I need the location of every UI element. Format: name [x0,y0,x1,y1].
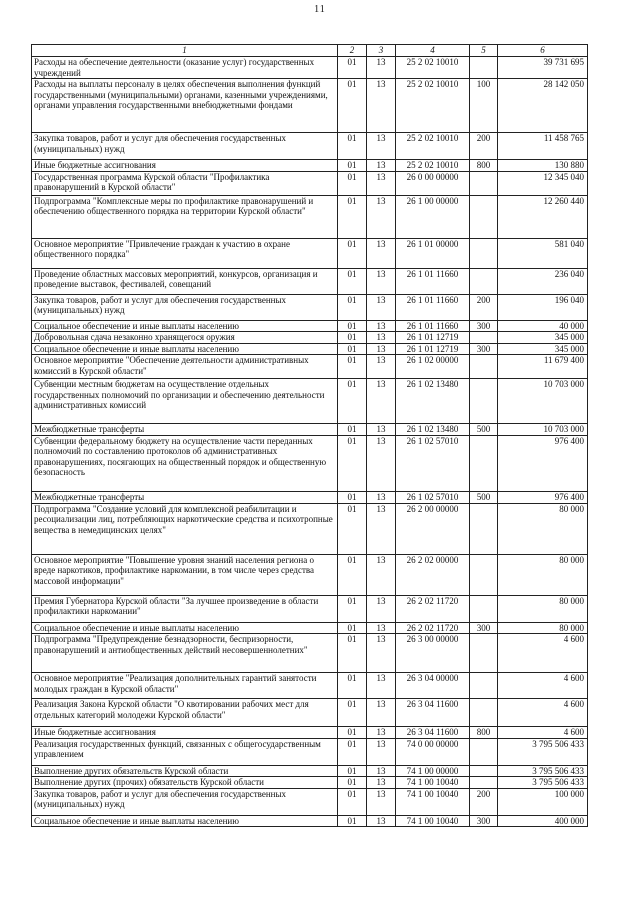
row-name-cell: Закупка товаров, работ и услуг для обеспечения государственных (муниципальных) нужд [32,788,338,815]
row-expense-type-cell: 800 [470,727,498,739]
row-expense-type-cell [470,435,498,491]
row-target-article-cell: 26 1 02 13480 [396,424,470,436]
row-subsection-cell: 13 [367,171,396,195]
row-section-cell: 01 [338,435,367,491]
row-amount-cell: 976 400 [498,435,588,491]
row-target-article-cell: 74 1 00 10040 [396,815,470,827]
row-section-cell: 01 [338,133,367,160]
table-row [32,320,588,332]
table-row [32,503,588,554]
row-subsection-cell: 13 [367,79,396,133]
header-col-2: 2 [338,45,367,57]
row-subsection-cell: 13 [367,343,396,355]
row-section-cell: 01 [338,491,367,503]
row-expense-type-cell [470,738,498,765]
row-subsection-cell: 13 [367,491,396,503]
row-name-cell: Основное мероприятие "Реализация дополнительных гарантий занятости молодых граждан в Курской области" [32,673,338,699]
row-expense-type-cell [470,554,498,595]
row-amount-cell: 3 795 506 433 [498,738,588,765]
table-row [32,777,588,789]
row-subsection-cell: 13 [367,133,396,160]
row-expense-type-cell [470,238,498,268]
row-subsection-cell: 13 [367,268,396,294]
row-target-article-cell: 26 3 04 11600 [396,727,470,739]
row-section-cell: 01 [338,673,367,699]
row-amount-cell: 11 458 765 [498,133,588,160]
row-subsection-cell: 13 [367,503,396,554]
row-expense-type-cell [470,379,498,424]
table-row [32,765,588,777]
row-subsection-cell: 13 [367,355,396,379]
row-amount-cell: 10 703 000 [498,379,588,424]
header-col-4: 4 [396,45,470,57]
row-expense-type-cell: 800 [470,160,498,172]
row-name-cell: Межбюджетные трансферты [32,491,338,503]
row-target-article-cell: 74 1 00 10040 [396,788,470,815]
row-amount-cell: 976 400 [498,491,588,503]
row-target-article-cell: 74 0 00 00000 [396,738,470,765]
row-name-cell: Основное мероприятие "Обеспечение деятельности административных комиссий в Курской области" [32,355,338,379]
row-subsection-cell: 13 [367,332,396,344]
row-subsection-cell: 13 [367,595,396,622]
row-section-cell: 01 [338,160,367,172]
row-amount-cell: 3 795 506 433 [498,765,588,777]
row-section-cell: 01 [338,343,367,355]
row-target-article-cell: 26 1 02 57010 [396,491,470,503]
row-expense-type-cell [470,777,498,789]
row-section-cell: 01 [338,294,367,320]
row-name-cell: Закупка товаров, работ и услуг для обеспечения государственных (муниципальных) нужд [32,294,338,320]
row-name-cell: Основное мероприятие "Привлечение граждан к участию в охране общественного порядка" [32,238,338,268]
row-section-cell: 01 [338,503,367,554]
row-subsection-cell: 13 [367,57,396,79]
row-expense-type-cell [470,673,498,699]
table-row [32,355,588,379]
row-target-article-cell: 26 2 02 11720 [396,622,470,634]
row-section-cell: 01 [338,268,367,294]
row-section-cell: 01 [338,424,367,436]
row-name-cell: Реализация государственных функций, связанных с общегосударственным управлением [32,738,338,765]
table-row [32,673,588,699]
row-amount-cell: 4 600 [498,699,588,727]
row-expense-type-cell [470,634,498,673]
table-header-row [32,45,588,57]
row-amount-cell: 12 260 440 [498,195,588,238]
budget-table-body [32,45,588,827]
row-target-article-cell: 26 2 02 11720 [396,595,470,622]
row-amount-cell: 236 040 [498,268,588,294]
row-target-article-cell: 25 2 02 10010 [396,57,470,79]
row-target-article-cell: 26 0 00 00000 [396,171,470,195]
row-name-cell: Расходы на выплаты персоналу в целях обеспечения выполнения функций государственными (муниципальными) органами, казенными учреждениями, органами управления государственными внебюджетными фондами [32,79,338,133]
row-expense-type-cell [470,503,498,554]
row-target-article-cell: 26 1 02 00000 [396,355,470,379]
row-expense-type-cell [470,268,498,294]
row-amount-cell: 100 000 [498,788,588,815]
row-section-cell: 01 [338,634,367,673]
row-section-cell: 01 [338,355,367,379]
row-name-cell: Добровольная сдача незаконно хранящегося оружия [32,332,338,344]
table-row [32,738,588,765]
table-row [32,491,588,503]
row-subsection-cell: 13 [367,294,396,320]
row-amount-cell: 4 600 [498,673,588,699]
row-name-cell: Иные бюджетные ассигнования [32,160,338,172]
row-target-article-cell: 26 1 01 12719 [396,332,470,344]
row-amount-cell: 345 000 [498,332,588,344]
header-col-5: 5 [470,45,498,57]
row-amount-cell: 39 731 695 [498,57,588,79]
row-target-article-cell: 25 2 02 10010 [396,133,470,160]
row-amount-cell: 10 703 000 [498,424,588,436]
row-expense-type-cell: 300 [470,622,498,634]
row-amount-cell: 345 000 [498,343,588,355]
row-target-article-cell: 26 1 01 00000 [396,238,470,268]
row-section-cell: 01 [338,171,367,195]
row-target-article-cell: 26 2 00 00000 [396,503,470,554]
row-subsection-cell: 13 [367,435,396,491]
row-subsection-cell: 13 [367,424,396,436]
row-subsection-cell: 13 [367,634,396,673]
row-amount-cell: 80 000 [498,622,588,634]
row-section-cell: 01 [338,738,367,765]
row-expense-type-cell [470,765,498,777]
row-expense-type-cell: 200 [470,294,498,320]
table-row [32,622,588,634]
row-amount-cell: 3 795 506 433 [498,777,588,789]
table-row [32,171,588,195]
row-name-cell: Социальное обеспечение и иные выплаты населению [32,320,338,332]
table-row [32,699,588,727]
table-row [32,595,588,622]
header-col-6: 6 [498,45,588,57]
row-amount-cell: 11 679 400 [498,355,588,379]
row-section-cell: 01 [338,815,367,827]
row-amount-cell: 80 000 [498,503,588,554]
row-subsection-cell: 13 [367,320,396,332]
row-name-cell: Субвенции федеральному бюджету на осуществление части переданных полномочий по составлению протоколов об административных правонарушениях, посягающих на общественный порядок и общественную безопасность [32,435,338,491]
row-section-cell: 01 [338,765,367,777]
row-subsection-cell: 13 [367,815,396,827]
row-subsection-cell: 13 [367,738,396,765]
row-subsection-cell: 13 [367,195,396,238]
row-target-article-cell: 26 3 04 11600 [396,699,470,727]
row-section-cell: 01 [338,595,367,622]
row-name-cell: Основное мероприятие "Повышение уровня знаний населения региона о вреде наркотиков, профилактике наркомании, в том числе через средства массовой информации" [32,554,338,595]
row-name-cell: Социальное обеспечение и иные выплаты населению [32,343,338,355]
row-target-article-cell: 26 3 04 00000 [396,673,470,699]
row-amount-cell: 80 000 [498,554,588,595]
row-expense-type-cell [470,195,498,238]
table-row [32,57,588,79]
row-amount-cell: 400 000 [498,815,588,827]
row-target-article-cell: 26 1 02 13480 [396,379,470,424]
row-subsection-cell: 13 [367,379,396,424]
row-name-cell: Выполнение других обязательств Курской области [32,765,338,777]
row-section-cell: 01 [338,788,367,815]
row-name-cell: Подпрограмма "Предупреждение безнадзорности, беспризорности, правонарушений и антиобщественных действий несовершеннолетних" [32,634,338,673]
table-row [32,343,588,355]
row-name-cell: Подпрограмма "Комплексные меры по профилактике правонарушений и обеспечению общественного порядка на территории Курской области" [32,195,338,238]
row-subsection-cell: 13 [367,160,396,172]
row-target-article-cell: 25 2 02 10010 [396,79,470,133]
table-row [32,332,588,344]
row-expense-type-cell: 300 [470,320,498,332]
row-expense-type-cell: 200 [470,788,498,815]
row-expense-type-cell [470,699,498,727]
row-target-article-cell: 26 1 02 57010 [396,435,470,491]
row-expense-type-cell: 500 [470,491,498,503]
row-section-cell: 01 [338,554,367,595]
table-row [32,788,588,815]
row-expense-type-cell [470,355,498,379]
row-subsection-cell: 13 [367,554,396,595]
row-name-cell: Проведение областных массовых мероприятий, конкурсов, организация и проведение выставок, фестивалей, совещаний [32,268,338,294]
row-amount-cell: 80 000 [498,595,588,622]
table-row [32,268,588,294]
row-subsection-cell: 13 [367,622,396,634]
table-row [32,634,588,673]
row-section-cell: 01 [338,699,367,727]
row-expense-type-cell [470,57,498,79]
row-target-article-cell: 26 1 01 11660 [396,294,470,320]
row-amount-cell: 4 600 [498,727,588,739]
row-name-cell: Премия Губернатора Курской области "За лучшее произведение в области профилактики наркомании" [32,595,338,622]
row-expense-type-cell: 100 [470,79,498,133]
row-name-cell: Расходы на обеспечение деятельности (оказание услуг) государственных учреждений [32,57,338,79]
row-name-cell: Межбюджетные трансферты [32,424,338,436]
table-row [32,79,588,133]
page-number: 11 [314,4,326,15]
row-expense-type-cell [470,332,498,344]
row-subsection-cell: 13 [367,673,396,699]
row-target-article-cell: 74 1 00 00000 [396,765,470,777]
header-col-1: 1 [32,45,338,57]
row-target-article-cell: 74 1 00 10040 [396,777,470,789]
table-row [32,160,588,172]
table-row [32,238,588,268]
row-section-cell: 01 [338,727,367,739]
row-amount-cell: 40 000 [498,320,588,332]
row-expense-type-cell: 300 [470,343,498,355]
table-row [32,424,588,436]
row-subsection-cell: 13 [367,788,396,815]
row-expense-type-cell: 200 [470,133,498,160]
row-section-cell: 01 [338,195,367,238]
budget-table [31,44,588,827]
row-amount-cell: 196 040 [498,294,588,320]
row-amount-cell: 28 142 050 [498,79,588,133]
row-name-cell: Социальное обеспечение и иные выплаты населению [32,815,338,827]
row-amount-cell: 581 040 [498,238,588,268]
row-target-article-cell: 26 2 02 00000 [396,554,470,595]
row-target-article-cell: 26 1 01 11660 [396,320,470,332]
row-target-article-cell: 26 1 00 00000 [396,195,470,238]
row-expense-type-cell [470,171,498,195]
table-row [32,133,588,160]
row-name-cell: Государственная программа Курской области "Профилактика правонарушений в Курской области" [32,171,338,195]
row-subsection-cell: 13 [367,777,396,789]
row-amount-cell: 4 600 [498,634,588,673]
row-name-cell: Иные бюджетные ассигнования [32,727,338,739]
row-section-cell: 01 [338,332,367,344]
header-col-3: 3 [367,45,396,57]
row-subsection-cell: 13 [367,727,396,739]
table-row [32,727,588,739]
table-row [32,435,588,491]
table-row [32,195,588,238]
row-amount-cell: 130 880 [498,160,588,172]
row-subsection-cell: 13 [367,699,396,727]
row-subsection-cell: 13 [367,238,396,268]
row-expense-type-cell [470,595,498,622]
row-section-cell: 01 [338,622,367,634]
row-section-cell: 01 [338,777,367,789]
row-name-cell: Выполнение других (прочих) обязательств Курской области [32,777,338,789]
row-target-article-cell: 26 3 00 00000 [396,634,470,673]
row-name-cell: Реализация Закона Курской области "О квотировании рабочих мест для отдельных категорий молодежи Курской области" [32,699,338,727]
table-row [32,815,588,827]
table-row [32,379,588,424]
table-row [32,294,588,320]
row-section-cell: 01 [338,57,367,79]
row-target-article-cell: 26 1 01 12719 [396,343,470,355]
row-name-cell: Закупка товаров, работ и услуг для обеспечения государственных (муниципальных) нужд [32,133,338,160]
row-target-article-cell: 25 2 02 10010 [396,160,470,172]
row-name-cell: Субвенции местным бюджетам на осуществление отдельных государственных полномочий по организации и обеспечению деятельности административных комиссий [32,379,338,424]
row-target-article-cell: 26 1 01 11660 [396,268,470,294]
table-row [32,554,588,595]
row-name-cell: Подпрограмма "Создание условий для комплексной реабилитации и ресоциализации лиц, потребляющих наркотические средства и психотропные вещества в немедицинских целях" [32,503,338,554]
row-subsection-cell: 13 [367,765,396,777]
row-section-cell: 01 [338,379,367,424]
row-section-cell: 01 [338,79,367,133]
row-expense-type-cell: 500 [470,424,498,436]
row-section-cell: 01 [338,238,367,268]
row-expense-type-cell: 300 [470,815,498,827]
row-amount-cell: 12 345 040 [498,171,588,195]
row-section-cell: 01 [338,320,367,332]
row-name-cell: Социальное обеспечение и иные выплаты населению [32,622,338,634]
